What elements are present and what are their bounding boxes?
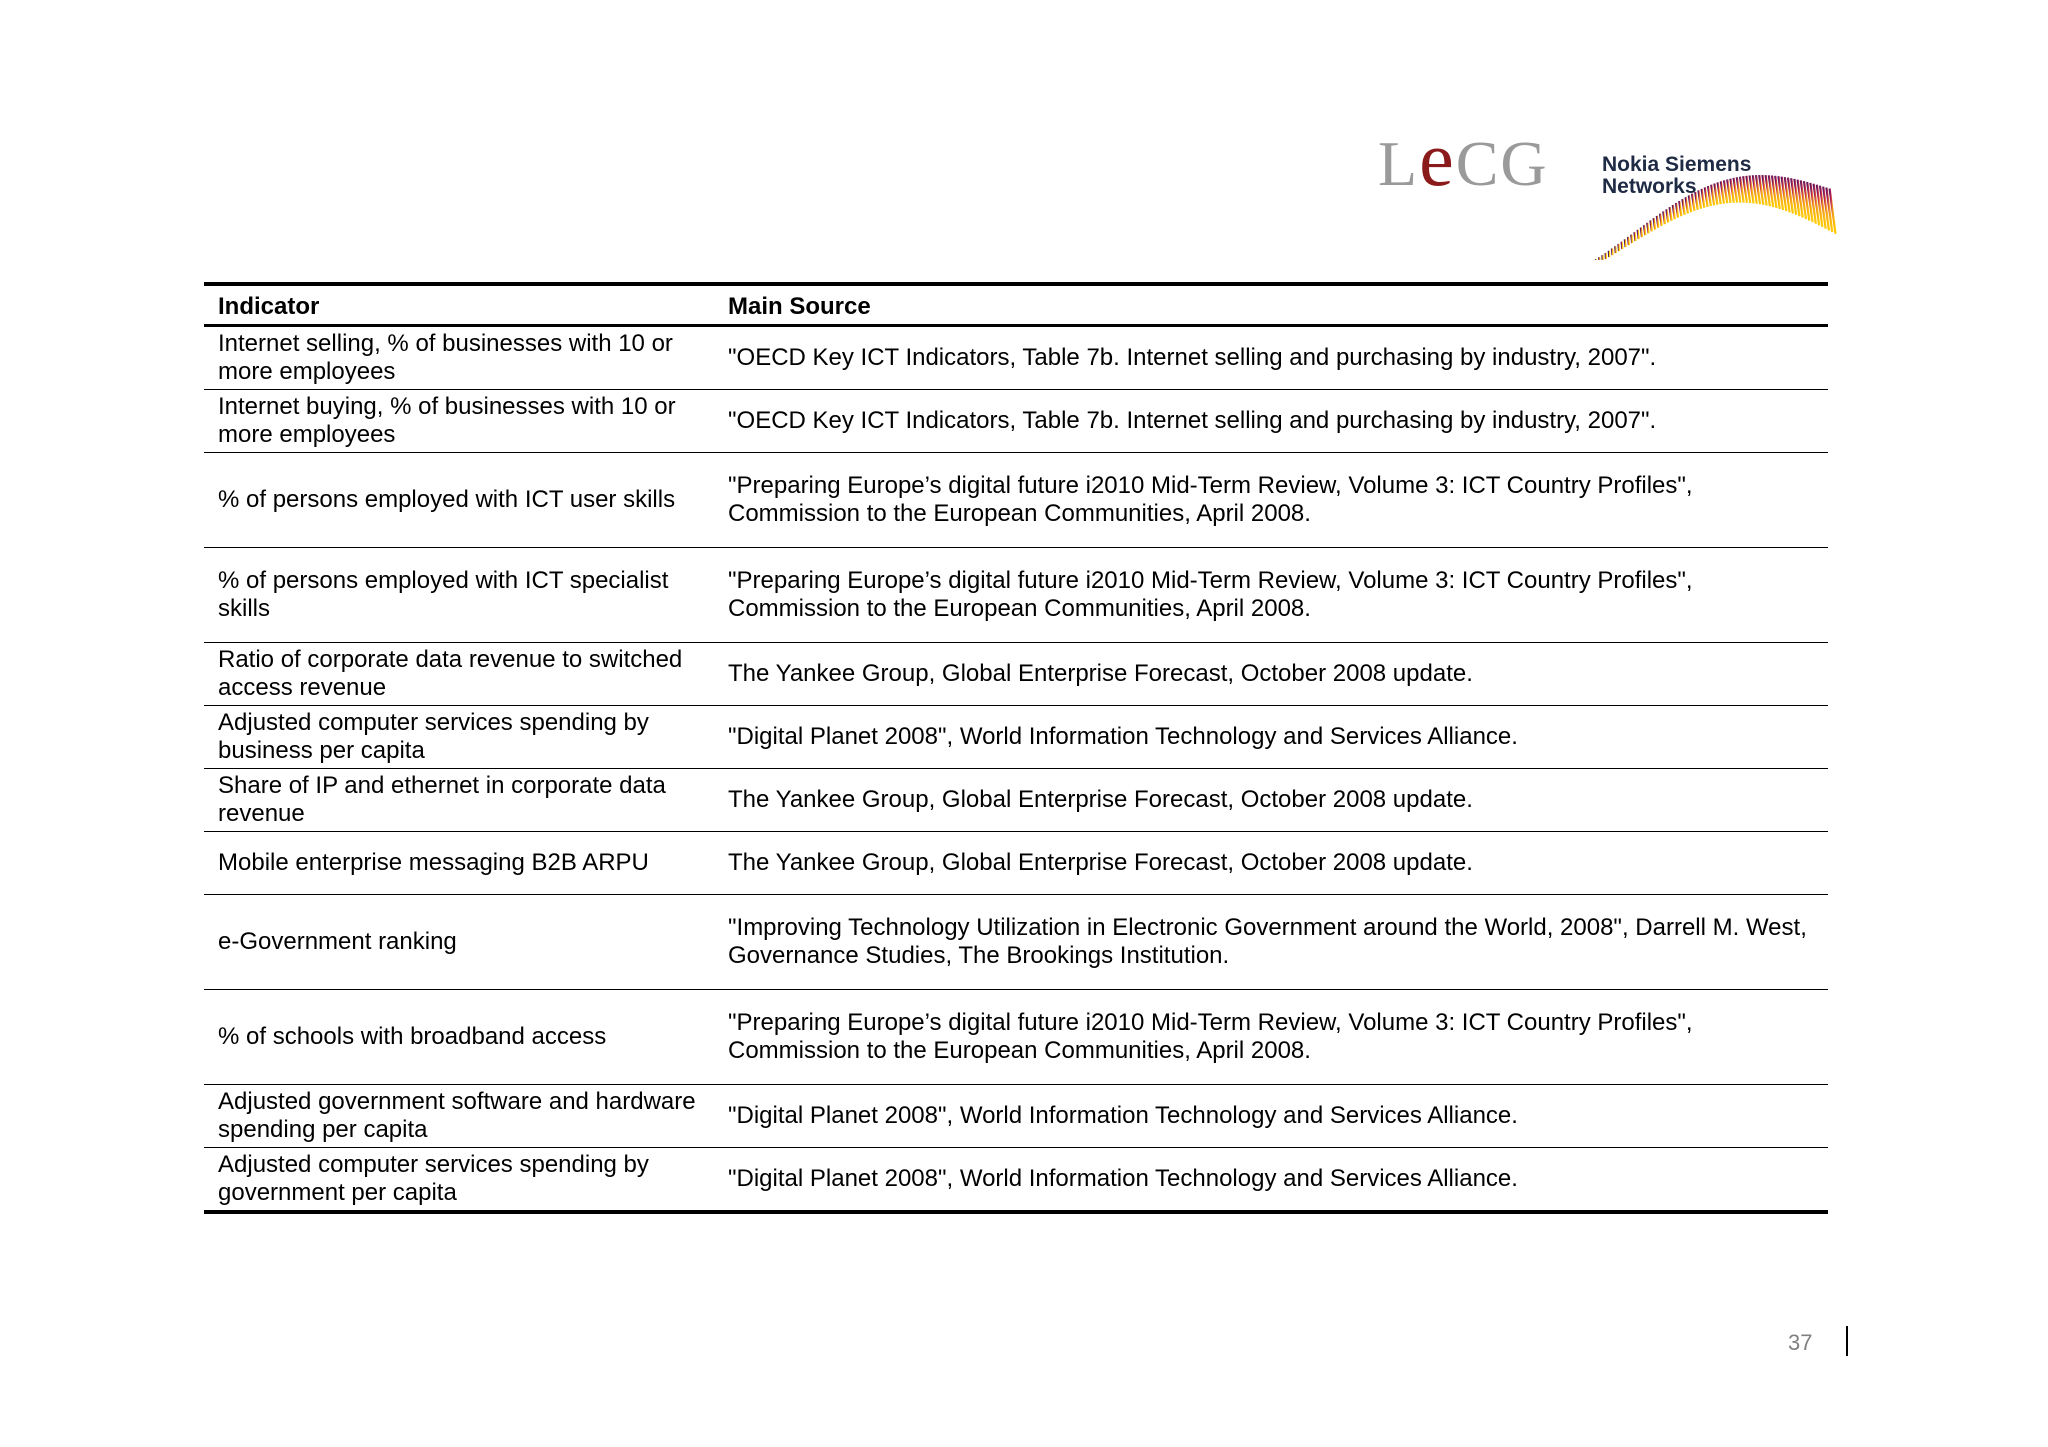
source-cell: The Yankee Group, Global Enterprise Forecast, October 2008 update. (714, 643, 1828, 706)
source-cell: "Digital Planet 2008", World Information Technology and Services Alliance. (714, 1148, 1828, 1213)
lecg-logo (1378, 115, 1549, 202)
source-cell: "Digital Planet 2008", World Information Technology and Services Alliance. (714, 1085, 1828, 1148)
lecg-logo-accent: e (1419, 115, 1456, 202)
lecg-logo-prefix: L (1378, 128, 1420, 199)
table-row (204, 1085, 1828, 1148)
source-cell: "Preparing Europe’s digital future i2010 Mid-Term Review, Volume 3: ICT Country Profiles", Commission to the European Communities, April 2008. (714, 548, 1828, 643)
table-row (204, 453, 1828, 548)
table-row (204, 895, 1828, 990)
indicator-cell: Ratio of corporate data revenue to switched access revenue (204, 643, 714, 706)
indicator-cell: Adjusted computer services spending by government per capita (204, 1148, 714, 1213)
source-cell: "OECD Key ICT Indicators, Table 7b. Internet selling and purchasing by industry, 2007". (714, 326, 1828, 390)
nsn-logo-text (1602, 154, 1751, 198)
indicator-cell: % of persons employed with ICT user skills (204, 453, 714, 548)
nokia-siemens-networks-logo (1592, 148, 1837, 260)
indicator-cell: % of persons employed with ICT specialist skills (204, 548, 714, 643)
source-cell: The Yankee Group, Global Enterprise Forecast, October 2008 update. (714, 832, 1828, 895)
table-header-row (204, 284, 1828, 326)
page-number: 37 (1788, 1330, 1813, 1355)
nsn-logo-line1: Nokia Siemens (1602, 153, 1752, 176)
lecg-logo-suffix: CG (1455, 128, 1549, 199)
table-row (204, 990, 1828, 1085)
indicator-cell: Share of IP and ethernet in corporate data revenue (204, 769, 714, 832)
indicator-cell: Internet selling, % of businesses with 10 or more employees (204, 326, 714, 390)
header-main-source: Main Source (714, 284, 1828, 326)
indicator-source-table (204, 282, 1828, 1214)
indicator-cell: % of schools with broadband access (204, 990, 714, 1085)
table-row (204, 706, 1828, 769)
table-row (204, 326, 1828, 390)
indicator-cell: e-Government ranking (204, 895, 714, 990)
source-cell: "Preparing Europe’s digital future i2010 Mid-Term Review, Volume 3: ICT Country Profiles", Commission to the European Communities, April 2008. (714, 453, 1828, 548)
table-row (204, 769, 1828, 832)
table-row (204, 832, 1828, 895)
source-cell: The Yankee Group, Global Enterprise Forecast, October 2008 update. (714, 769, 1828, 832)
indicator-cell: Internet buying, % of businesses with 10 or more employees (204, 390, 714, 453)
source-cell: "Improving Technology Utilization in Electronic Government around the World, 2008", Darrell M. West, Governance Studies, The Brookings Institution. (714, 895, 1828, 990)
source-cell: "OECD Key ICT Indicators, Table 7b. Internet selling and purchasing by industry, 2007". (714, 390, 1828, 453)
table-row (204, 643, 1828, 706)
table-row (204, 390, 1828, 453)
indicator-cell: Adjusted government software and hardware spending per capita (204, 1085, 714, 1148)
indicator-cell: Adjusted computer services spending by business per capita (204, 706, 714, 769)
source-cell: "Preparing Europe’s digital future i2010 Mid-Term Review, Volume 3: ICT Country Profiles", Commission to the European Communities, April 2008. (714, 990, 1828, 1085)
table-row (204, 548, 1828, 643)
indicator-cell: Mobile enterprise messaging B2B ARPU (204, 832, 714, 895)
nsn-logo-line2: Networks (1602, 175, 1697, 198)
table-row (204, 1148, 1828, 1213)
header-indicator: Indicator (204, 284, 714, 326)
source-cell: "Digital Planet 2008", World Information Technology and Services Alliance. (714, 706, 1828, 769)
page-number-divider (1846, 1326, 1848, 1356)
